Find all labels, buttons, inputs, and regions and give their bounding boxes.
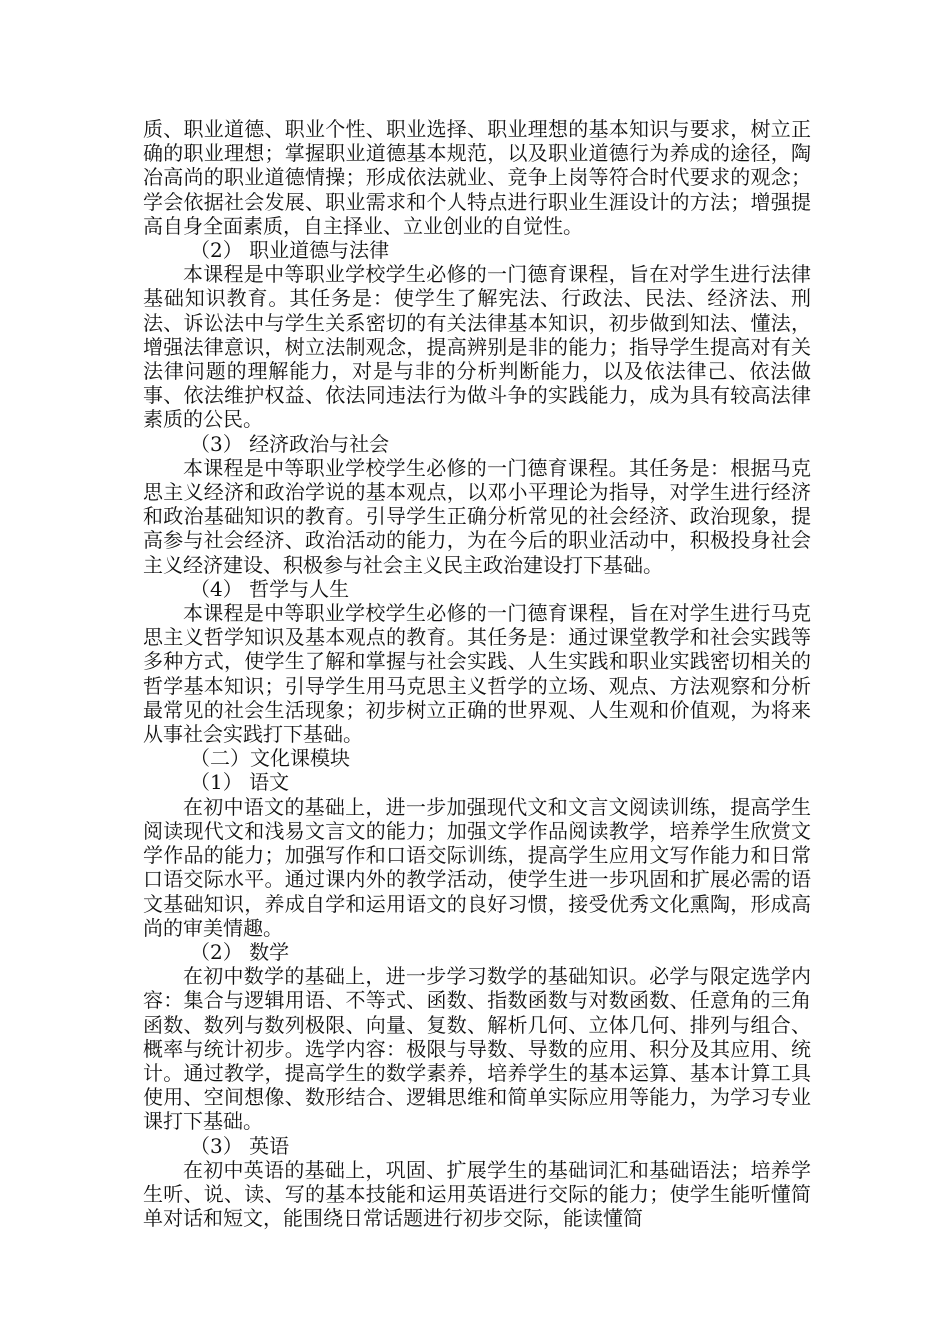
body-paragraph: 质、职业道德、职业个性、职业选择、职业理想的基本知识与要求，树立正确的职业理想；掌握职业道德基本规范，以及职业道德行为养成的途径，陶冶高尚的职业道德情操；形成依法就业、竞争上岗等符合时代要求的观念；学会依据社会发展、职业需求和个人特点进行职业生涯设计的方法；增强提高自身全面素质，自主择业、立业创业的自觉性。 <box>143 117 811 238</box>
document-page <box>143 117 811 1230</box>
body-paragraph: 在初中数学的基础上，进一步学习数学的基础知识。必学与限定选学内容：集合与逻辑用语、不等式、函数、指数函数与对数函数、任意角的三角函数、数列与数列极限、向量、复数、解析几何、立体几何、排列与组合、概率与统计初步。选学内容：极限与导数、导数的应用、积分及其应用、统计。通过教学，提高学生的数学素养，培养学生的基本运算、基本计算工具使用、空间想像、数形结合、逻辑思维和简单实际应用等能力，为学习专业课打下基础。 <box>143 964 811 1134</box>
section-heading: （4） 哲学与人生 <box>190 576 350 601</box>
body-paragraph: 本课程是中等职业学校学生必修的一门德育课程，旨在对学生进行马克思主义哲学知识及基本观点的教育。其任务是：通过课堂教学和社会实践等多种方式，使学生了解和掌握与社会实践、人生实践和职业实践密切相关的哲学基本知识；引导学生用马克思主义哲学的立场、观点、方法观察和分析最常见的社会生活现象；初步树立正确的世界观、人生观和价值观，为将来从事社会实践打下基础。 <box>143 601 811 747</box>
section-heading: （2） 职业道德与法律 <box>190 238 390 263</box>
body-paragraph: 在初中英语的基础上，巩固、扩展学生的基础词汇和基础语法；培养学生听、说、读、写的基本技能和运用英语进行交际的能力；使学生能听懂简单对话和短文，能围绕日常话题进行初步交际，能读懂简 <box>143 1157 811 1231</box>
body-paragraph: 本课程是中等职业学校学生必修的一门德育课程，旨在对学生进行法律基础知识教育。其任务是：使学生了解宪法、行政法、民法、经济法、刑法、诉讼法中与学生关系密切的有关法律基本知识，初步做到知法、懂法，增强法律意识，树立法制观念，提高辨别是非的能力；指导学生提高对有关法律问题的理解能力，对是与非的分析判断能力，以及依法律己、依法做事、依法维护权益、依法同违法行为做斗争的实践能力，成为具有较高法律素质的公民。 <box>143 262 811 432</box>
section-heading: （2） 数学 <box>190 939 290 964</box>
body-paragraph: 在初中语文的基础上，进一步加强现代文和文言文阅读训练，提高学生阅读现代文和浅易文言文的能力；加强文学作品阅读教学，培养学生欣赏文学作品的能力；加强写作和口语交际训练，提高学生应用文写作能力和日常口语交际水平。通过课内外的教学活动，使学生进一步巩固和扩展必需的语文基础知识，养成自学和运用语文的良好习惯，接受优秀文化熏陶，形成高尚的审美情趣。 <box>143 794 811 940</box>
section-heading: （二）文化课模块 <box>190 746 350 771</box>
section-heading: （3） 经济政治与社会 <box>190 431 390 456</box>
section-heading: （1） 语文 <box>190 770 290 795</box>
body-paragraph: 本课程是中等职业学校学生必修的一门德育课程。其任务是：根据马克思主义经济和政治学说的基本观点，以邓小平理论为指导，对学生进行经济和政治基础知识的教育。引导学生正确分析常见的社会经济、政治现象，提高参与社会经济、政治活动的能力，为在今后的职业活动中，积极投身社会主义经济建设、积极参与社会主义民主政治建设打下基础。 <box>143 455 811 577</box>
section-heading: （3） 英语 <box>190 1133 290 1158</box>
